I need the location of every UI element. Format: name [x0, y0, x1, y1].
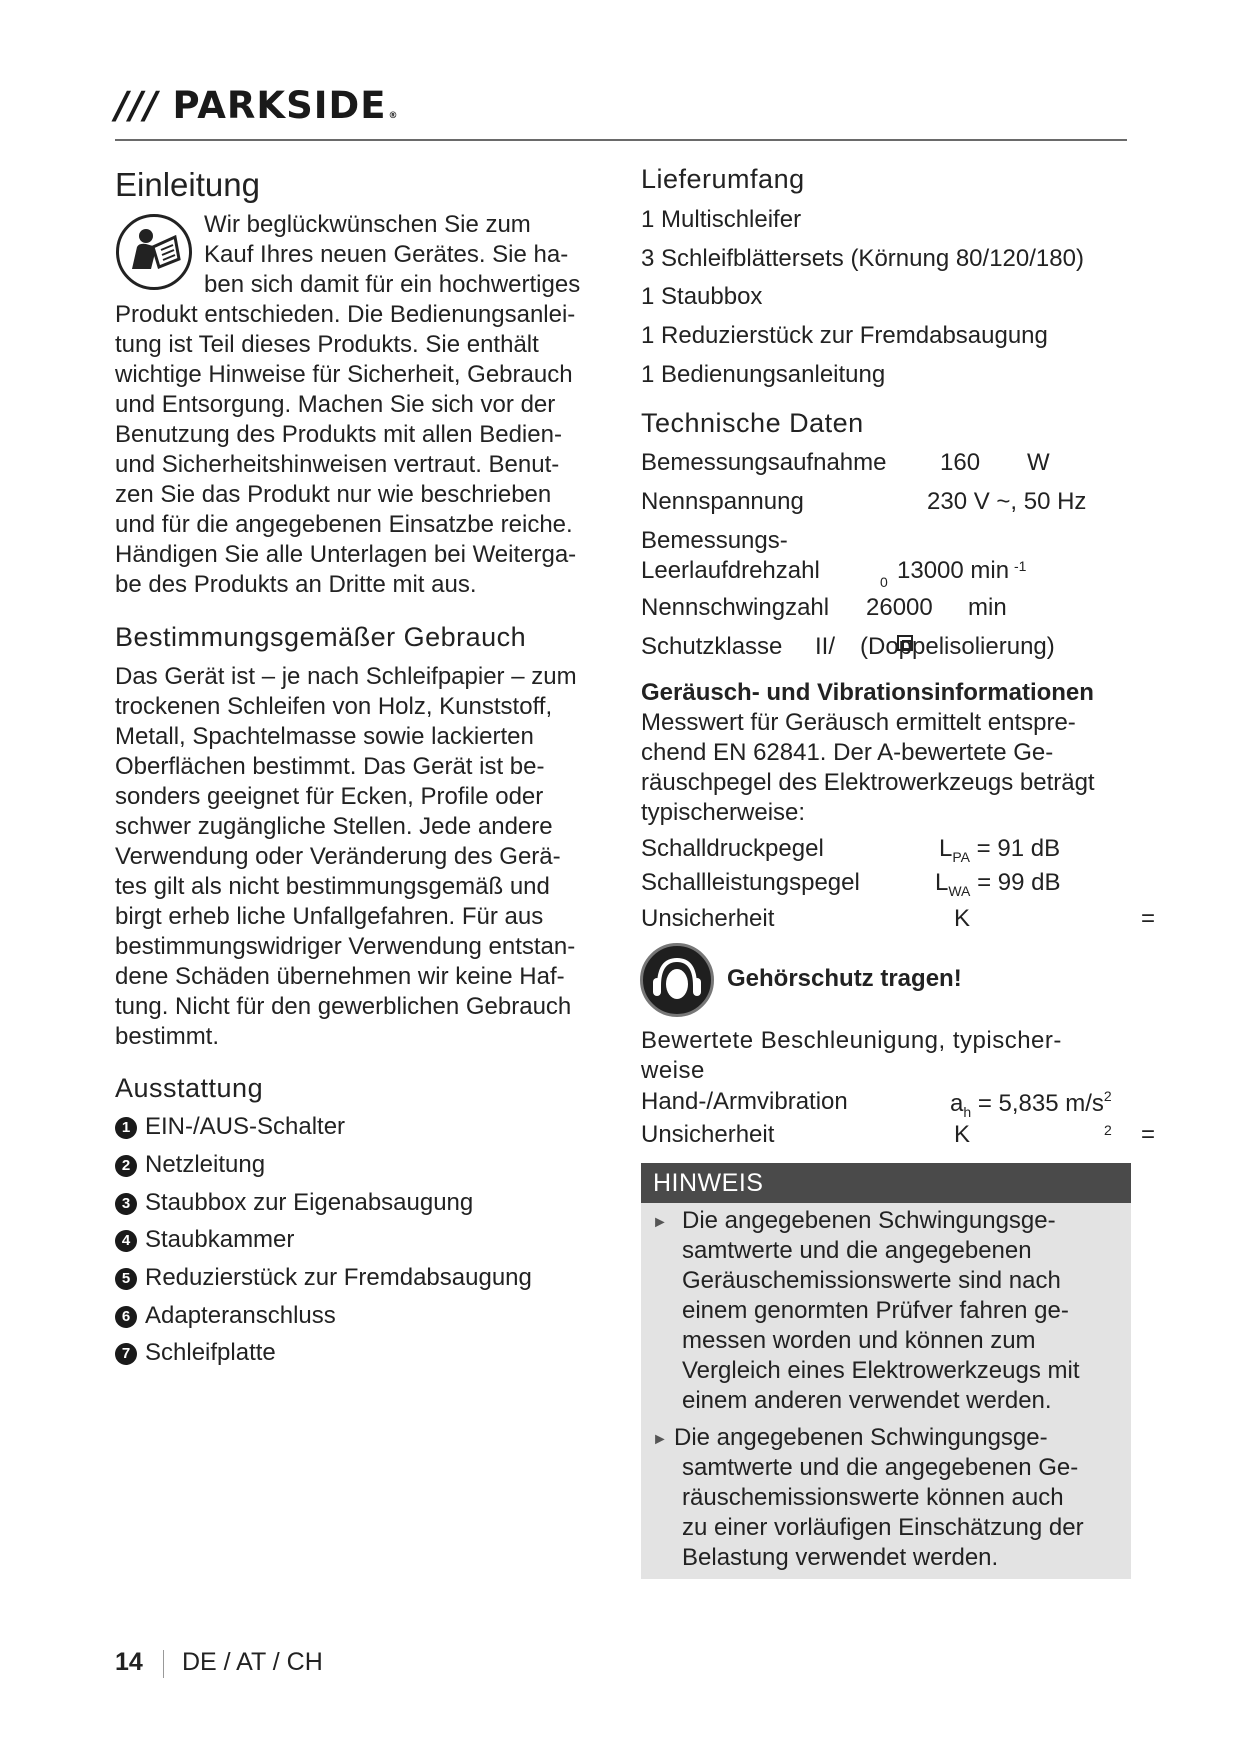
vibration-uncertainty-label: Unsicherheit [641, 1121, 775, 1148]
list-item: 1 Bedienungsanleitung [641, 361, 886, 388]
noise-text: Messwert für Geräusch ermittelt entspre- chend EN 62841. Der A-bewertete Ge- räuschpegel des Elektrowerkzeugs beträgt typischerweise: [641, 709, 1095, 826]
number-badge: 4 [115, 1230, 137, 1252]
noise-uncertainty-label: Unsicherheit [641, 905, 775, 932]
note-item-2-first: Die angegebenen Schwingungsge- [674, 1424, 1048, 1451]
list-item: 3 Staubbox zur Eigenabsaugung [115, 1189, 473, 1217]
number-badge: 2 [115, 1155, 137, 1177]
equipment-title: Ausstattung [115, 1073, 264, 1103]
tech-voltage-value: 230 V ~, 50 Hz [927, 488, 1087, 515]
tech-power-unit: W [1027, 449, 1050, 476]
noise-uncertainty-symbol: K [954, 905, 971, 932]
tech-power-label: Bemessungsaufnahme [641, 449, 887, 476]
tech-idle-value: 13000 min [897, 557, 1010, 584]
tech-class-value: II/ [815, 633, 836, 660]
vibration-uncertainty-equals: = [1141, 1121, 1156, 1148]
list-item: 3 Schleifblättersets (Körnung 80/120/180) [641, 245, 1084, 272]
tech-idle-exponent: -1 [1014, 558, 1027, 574]
list-item: 1 EIN-/AUS-Schalter [115, 1113, 345, 1141]
tech-osc-label: Nennschwingzahl [641, 594, 830, 621]
header-rule [115, 139, 1127, 141]
tech-idle-subscript: 0 [880, 574, 888, 590]
page-number: 14 [115, 1648, 143, 1676]
tech-title: Technische Daten [641, 408, 864, 438]
use-text: Das Gerät ist – je nach Schleifpapier – zum trockenen Schleifen von Holz, Kunststoff, Metall, Spachtelmasse sowie lackierten Oberflächen bestimmt. Das Gerät ist be- sonders geeignet für Ecken, Profile oder schwer zugängliche Stellen. Jede andere Verwendung oder Veränderung des Gerä- tes gilt als nicht bestimmungsgemäß und birgt erheb liche Unfallgefahren. Für aus bestimmungswidriger Verwendung entstan- dene Schäden übernehmen wir keine Haf- tung. Nicht für den gewerblichen Gebrauch bestimmt. [115, 663, 577, 1050]
list-item: 1 Multischleifer [641, 206, 802, 233]
brand-logo [115, 84, 398, 127]
number-badge: 6 [115, 1306, 137, 1328]
noise-title: Geräusch- und Vibrationsinformationen [641, 679, 1094, 706]
note-item-1: Die angegebenen Schwingungsge- samtwerte und die angegebenen Geräuschemissionswerte sind nach einem genormten Prüfver fahren ge- messen worden und können zum Vergleich eines Elektrowerkzeugs mit einem anderen verwendet werden. [682, 1207, 1080, 1414]
list-item: 6 Adapteranschluss [115, 1302, 336, 1330]
footer-languages: DE / AT / CH [182, 1648, 323, 1676]
triangle-bullet-icon: ► [652, 1431, 668, 1448]
vibration-hand-label: Hand-/Armvibration [641, 1088, 848, 1115]
number-badge: 3 [115, 1193, 137, 1215]
tech-osc-value: 26000 [866, 594, 933, 621]
number-badge: 5 [115, 1268, 137, 1290]
list-item: 7 Schleifplatte [115, 1339, 276, 1367]
footer-divider [163, 1650, 164, 1678]
hearing-protection-icon [640, 943, 714, 1017]
noise-lpa-value: $L_{PA} = 91$ dB [939, 835, 1061, 865]
use-title: Bestimmungsgemäßer Gebrauch [115, 622, 527, 652]
note-header: HINWEIS [641, 1163, 1131, 1203]
scope-title: Lieferumfang [641, 164, 805, 194]
number-badge: 7 [115, 1343, 137, 1365]
vibration-uncertainty-exponent: 2 [1104, 1122, 1112, 1138]
tech-osc-unit: min [968, 594, 1007, 621]
brand-registered: ® [388, 111, 399, 121]
tech-idle-label-1: Bemessungs- [641, 527, 788, 554]
brand-slashes: /// [115, 84, 159, 127]
noise-lwa-value: $L_{WA} = 99$ dB [935, 869, 1061, 899]
read-manual-icon [116, 214, 192, 290]
double-insulation-icon [897, 635, 913, 651]
vibration-uncertainty-symbol: K [954, 1121, 971, 1148]
tech-class-label: Schutzklasse [641, 633, 783, 660]
tech-power-value: 160 [940, 449, 981, 476]
list-item: 1 Reduzierstück zur Fremdabsaugung [641, 322, 1048, 349]
list-item: 4 Staubkammer [115, 1226, 294, 1254]
tech-voltage-label: Nennspannung [641, 488, 804, 515]
vibration-title-2: weise [641, 1057, 705, 1084]
noise-lpa-label: Schalldruckpegel [641, 835, 824, 862]
noise-lwa-label: Schallleistungspegel [641, 869, 860, 896]
triangle-bullet-icon: ► [652, 1214, 668, 1231]
brand-name: PARKSIDE [172, 84, 387, 127]
tech-class-note: (Doppelisolierung) [860, 633, 1055, 660]
vibration-hand-value: $a_h = 5,835$ $m/s^2$ [950, 1088, 1112, 1120]
intro-title: Einleitung [115, 166, 260, 203]
list-item: 5 Reduzierstück zur Fremdabsaugung [115, 1264, 532, 1292]
noise-uncertainty-equals: = [1141, 905, 1156, 932]
vibration-title-1: Bewertete Beschleunigung, typischer- [641, 1027, 1062, 1054]
list-item: 2 Netzleitung [115, 1151, 265, 1179]
intro-text: Produkt entschieden. Die Bedienungsanlei- tung ist Teil dieses Produkts. Sie enthält wichtige Hinweise für Sicherheit, Gebrauch und Entsorgung. Machen Sie sich vor der Benutzung des Produkts mit allen Bedien- und Sicherheitshinweisen vertraut. Benut- zen Sie das Produkt nur wie beschrieben und für die angegebenen Einsatzbe reiche. Händigen Sie alle Unterlagen bei Weiterga- be des Produkts an Dritte mit aus. [115, 301, 577, 598]
intro-text-short: Wir beglückwünschen Sie zum Kauf Ihres neuen Gerätes. Sie ha- ben sich damit für ein hochwertiges [204, 211, 581, 298]
number-badge: 1 [115, 1117, 137, 1139]
tech-idle-label-2: Leerlaufdrehzahl [641, 557, 820, 584]
hearing-protection-text: Gehörschutz tragen! [727, 965, 962, 992]
list-item: 1 Staubbox [641, 283, 763, 310]
note-item-2: samtwerte und die angegebenen Ge- räuschemissionswerte können auch zu einer vorläufigen Einschätzung der Belastung verwendet werden. [682, 1454, 1084, 1571]
